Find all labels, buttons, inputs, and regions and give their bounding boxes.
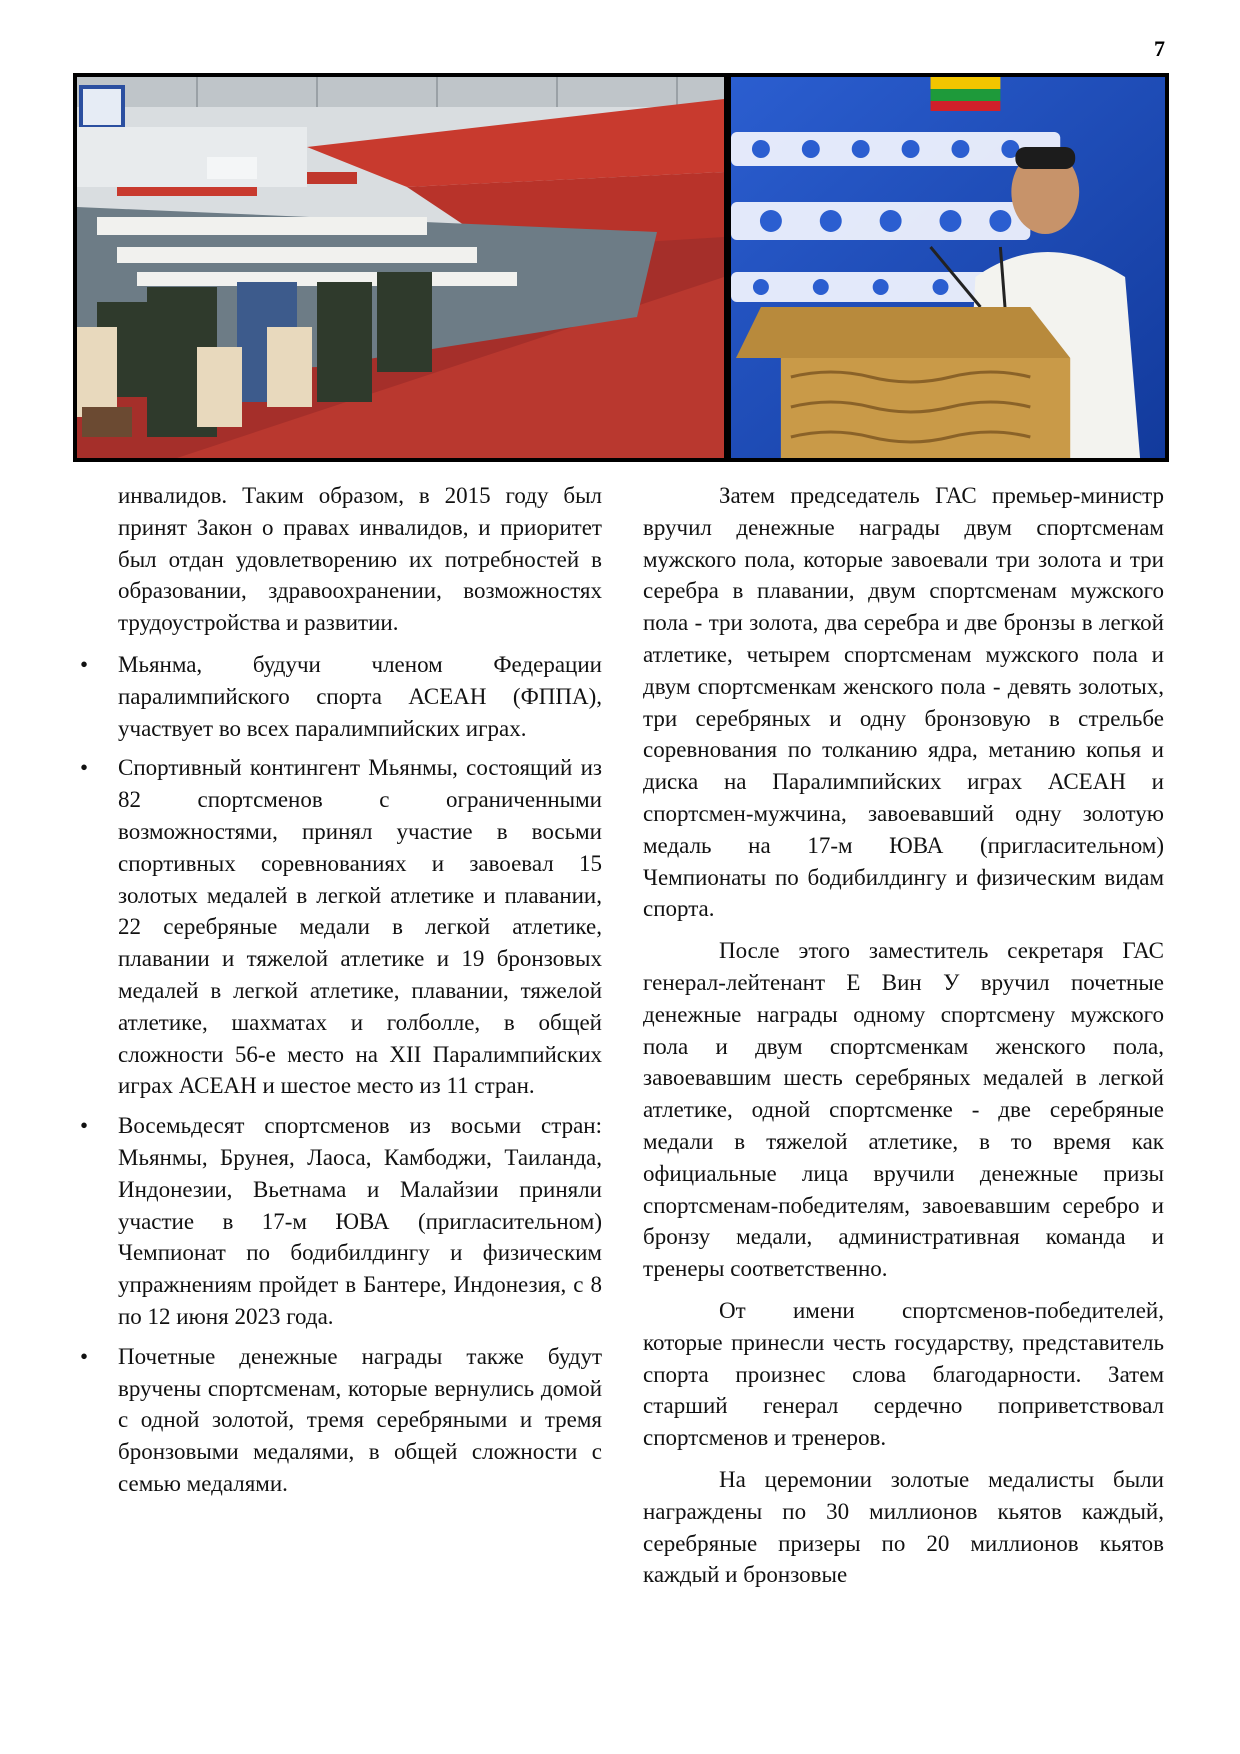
paragraph: На церемонии золотые медалисты были награждены по 30 миллионов кьятов каждый, серебряные призеры по 20 миллионов кьятов каждый и бронзовые: [643, 1466, 1164, 1588]
intro-paragraph: инвалидов. Таким образом, в 2015 году был принят Закон о правах инвалидов, и приоритет был отдан удовлетворению их потребностей в образовании, здравоохранении, возможностях трудоустройства и развитии.: [118, 483, 602, 636]
paragraph: От имени спортсменов-победителей, которые принесли честь государству, представитель спорта произнес слова благодарности. Затем старший генерал сердечно поприветствовал спортсменов и тренеров.: [643, 1297, 1164, 1451]
paragraph: После этого заместитель секретаря ГАС генерал-лейтенант Е Вин У вручил почетные денежные награды одному спортсмену мужского пола и двум спортсменкам женского пола, завоевавшим шесть серебряных медалей в легкой атлетике, одной спортсменке - две серебряные медали в тяжелой атлетике, в то время как официальные лица вручили денежные призы спортсменам-победителям, завоевавшим серебро и бронзу медали, административная команда и тренеры соответственно.: [643, 938, 1164, 1282]
paragraph: Затем председатель ГАС премьер-министр вручил денежные награды двум спортсменам мужского пола, которые завоевали три золота и три серебра в плавании, двум спортсменам мужского пола - три золота, два серебра и две бронзы в легкой атлетике, четырем спортсменам мужского пола и двум спортсменкам женского пола - девять золотых, три серебряных и одну бронзовую в стрельбе соревнования по толканию ядра, метанию копья и диска на Паралимпийских играх АСЕАН и спортсмен-мужчина, завоевавший одну золотую медаль на 17-м ЮВА (пригласительном) Чемпионаты по бодибилдингу и физическим видам спорта.: [643, 483, 1164, 922]
right-column: [643, 480, 1164, 1601]
arena-audience-photo: [77, 77, 724, 458]
left-column: [118, 480, 602, 1500]
bullet-item: • Почетные денежные награды также будут вручены спортсменам, которые вернулись домой с одной золотой, тремя серебряными и тремя бронзовыми медалями, в общей сложности с семью медалями.: [118, 1341, 602, 1500]
page-number: 7: [1154, 36, 1165, 61]
photo-strip: [73, 73, 1169, 462]
bullet-item: • Мьянма, будучи членом Федерации паралимпийского спорта АСЕАН (ФППА), участвует во всех паралимпийских играх.: [118, 649, 602, 744]
bullet-item: • Спортивный контингент Мьянмы, состоящий из 82 спортсменов с ограниченными возможностями, принял участие в восьми спортивных соревнованиях и завоевал 15 золотых медалей в легкой атлетике и плавании, 22 серебряные медали в легкой атлетике, плавании и тяжелой атлетике и 19 бронзовых медалей в легкой атлетике, плавании, тяжелой атлетике, шахматах и голболле, в общей сложности 56-е место на XII Паралимпийских играх АСЕАН и шестое место из 11 стран.: [118, 752, 602, 1102]
speaker-at-podium-photo: [731, 77, 1165, 458]
bullet-item: • Восемьдесят спортсменов из восьми стран: Мьянмы, Брунея, Лаоса, Камбоджи, Таиланда, Индонезии, Вьетнама и Малайзии приняли участие в 17-м ЮВА (пригласительном) Чемпионат по бодибилдингу и физическим упражнениям пройдет в Бантере, Индонезия, с 8 по 12 июня 2023 года.: [118, 1110, 602, 1333]
bullet-list: [118, 649, 602, 1500]
